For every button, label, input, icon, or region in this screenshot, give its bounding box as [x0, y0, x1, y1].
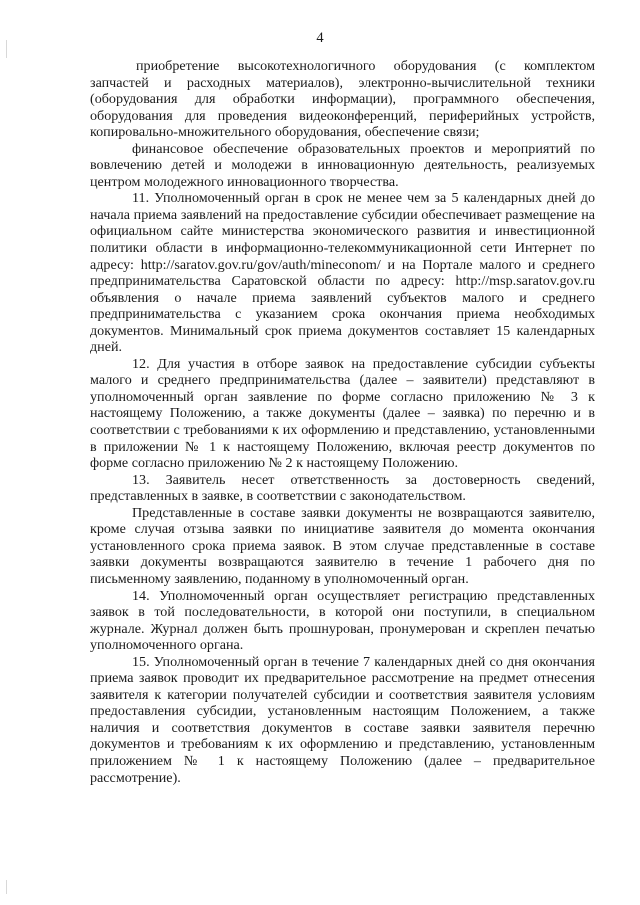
- scan-edge-mark: [6, 880, 7, 894]
- page-number: 4: [316, 30, 324, 46]
- paragraph-documents-return: Представленные в составе заявки документы не возвращаются заявителю, кроме случая отзыва заявки по инициативе заявителя до момента окончания установленного срока приема заявок. В этом случае представленные в составе заявки документы возвращаются заявителю в течение 1 рабочего дня по письменному заявлению, поданному в уполномоченный орган.: [90, 504, 595, 587]
- paragraph-clause-13: 13. Заявитель несет ответственность за достоверность сведений, представленных в заявке, в соответствии с законодательством.: [90, 471, 595, 505]
- paragraph-equipment-purchase: приобретение высокотехнологичного оборудования (с комплектом запчастей и расходных материалов), электронно-вычислительной техники (оборудования для обработки информации), программного обеспечения, оборудования для проведения видеоконференций, периферийных устройств, копировально-множительного оборудования, обеспечение связи;: [90, 58, 595, 141]
- paragraph-financial-support: финансовое обеспечение образовательных проектов и мероприятий по вовлечению детей и молодежи в инновационную деятельность, реализуемых центром молодежного инновационного творчества.: [90, 140, 595, 190]
- document-body: [90, 58, 595, 786]
- paragraph-clause-11: 11. Уполномоченный орган в срок не менее чем за 5 календарных дней до начала приема заявлений на предоставление субсидии обеспечивает размещение на официальном сайте министерства экономического развития и инвестиционной политики области в информационно-телекоммуникационной сети Интернет по адресу: http://saratov.gov.ru/gov/auth/mineconom/ и на Портале малого и среднего предпринимательства Саратовской области по адресу: http://msp.saratov.gov.ru объявления о начале приема заявлений субъектов малого и среднего предпринимательства с указанием срока окончания приема необходимых документов. Минимальный срок приема документов составляет 15 календарных дней.: [90, 190, 595, 356]
- paragraph-clause-12: 12. Для участия в отборе заявок на предоставление субсидии субъекты малого и среднего предпринимательства (далее – заявители) представляют в уполномоченный орган заявление по форме согласно приложению № 3 к настоящему Положению, а также документы (далее – заявка) по перечню и в соответствии с требованиями к их оформлению и представлению, установленными в приложении № 1 к настоящему Положению, включая реестр документов по форме согласно приложению № 2 к настоящему Положению.: [90, 355, 595, 472]
- paragraph-clause-15: 15. Уполномоченный орган в течение 7 календарных дней со дня окончания приема заявок проводит их предварительное рассмотрение на предмет отнесения заявителя к категории получателей субсидии и соответствия заявителя условиям предоставления субсидии, установленным настоящим Положением, а также наличия и соответствия документов в составе заявки заявителя перечню документов и требованиям к их оформлению и представлению, установленным приложением № 1 к настоящему Положению (далее – предварительное рассмотрение).: [90, 653, 595, 786]
- paragraph-clause-14: 14. Уполномоченный орган осуществляет регистрацию представленных заявок в той последовательности, в которой они поступили, в специальном журнале. Журнал должен быть прошнурован, пронумерован и скреплен печатью уполномоченного органа.: [90, 587, 595, 654]
